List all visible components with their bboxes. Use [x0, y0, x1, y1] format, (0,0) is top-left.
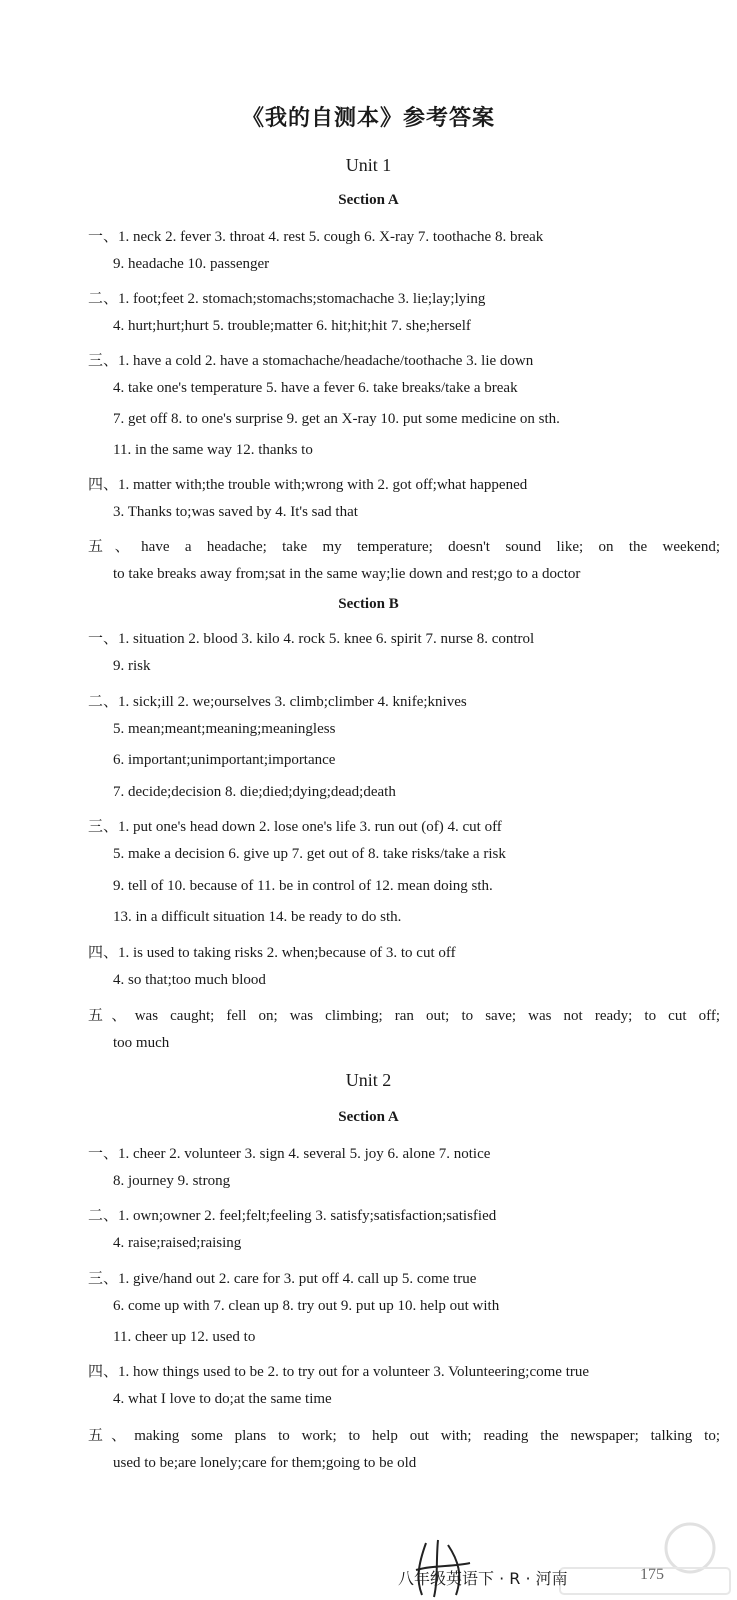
answer-line: 四、1. is used to taking risks 2. when;because of 3. to cut off: [88, 945, 456, 961]
footer-label: 八年级英语下 · R · 河南: [398, 1569, 568, 1588]
answer-line: 五、making some plans to work; to help out with; reading the newspaper; talking to;: [88, 1428, 720, 1444]
answer-line: 一、1. situation 2. blood 3. kilo 4. rock 5. knee 6. spirit 7. nurse 8. control: [88, 631, 535, 647]
unit-1-section-b-title: Section B: [338, 596, 399, 612]
answer-line: 4. hurt;hurt;hurt 5. trouble;matter 6. hit;hit;hit 7. she;herself: [113, 318, 471, 334]
answer-line: 三、1. put one's head down 2. lose one's life 3. run out (of) 4. cut off: [88, 819, 502, 835]
answer-line: 一、1. cheer 2. volunteer 3. sign 4. several 5. joy 6. alone 7. notice: [88, 1146, 491, 1162]
answer-line: 4. raise;raised;raising: [113, 1235, 242, 1251]
answer-line: 8. journey 9. strong: [113, 1173, 231, 1189]
answer-line: 五、have a headache; take my temperature; doesn't sound like; on the weekend;: [88, 539, 720, 555]
answer-line: 4. what I love to do;at the same time: [113, 1391, 332, 1407]
answer-line: 二、1. own;owner 2. feel;felt;feeling 3. satisfy;satisfaction;satisfied: [88, 1208, 497, 1224]
unit-1-section-a-title: Section A: [338, 192, 399, 208]
answer-line: 一、1. neck 2. fever 3. throat 4. rest 5. cough 6. X-ray 7. toothache 8. break: [88, 229, 544, 245]
unit-2-title: Unit 2: [345, 1070, 392, 1090]
answer-line: 13. in a difficult situation 14. be ready to do sth.: [113, 909, 402, 925]
unit-1-title: Unit 1: [345, 155, 392, 175]
page-number: 175: [640, 1566, 664, 1583]
answer-line: 4. so that;too much blood: [113, 972, 266, 988]
answer-line: 6. important;unimportant;importance: [113, 752, 336, 768]
answer-line: 四、1. matter with;the trouble with;wrong with 2. got off;what happened: [88, 477, 528, 493]
answer-line: 三、1. give/hand out 2. care for 3. put off 4. call up 5. come true: [88, 1271, 477, 1287]
answer-line: 9. tell of 10. because of 11. be in control of 12. mean doing sth.: [113, 878, 493, 894]
answer-line: 9. headache 10. passenger: [113, 256, 270, 272]
answer-line: 4. take one's temperature 5. have a fever 6. take breaks/take a break: [113, 380, 518, 396]
answer-line: 四、1. how things used to be 2. to try out for a volunteer 3. Volunteering;come true: [88, 1364, 590, 1380]
page-title: 《我的自测本》参考答案: [241, 106, 495, 131]
answer-line: 三、1. have a cold 2. have a stomachache/headache/toothache 3. lie down: [88, 353, 534, 369]
answer-line: 二、1. foot;feet 2. stomach;stomachs;stomachache 3. lie;lay;lying: [88, 291, 486, 307]
answer-line: 五、was caught; fell on; was climbing; ran out; to save; was not ready; to cut off;: [88, 1008, 720, 1024]
answer-line: used to be;are lonely;care for them;going to be old: [113, 1455, 417, 1471]
answer-line: 7. get off 8. to one's surprise 9. get an X-ray 10. put some medicine on sth.: [113, 411, 560, 427]
watermark-logo: [540, 1520, 737, 1600]
answer-line: to take breaks away from;sat in the same way;lie down and rest;go to a doctor: [113, 566, 581, 582]
answer-line: too much: [113, 1035, 170, 1051]
answer-line: 3. Thanks to;was saved by 4. It's sad that: [113, 504, 358, 520]
answer-line: 二、1. sick;ill 2. we;ourselves 3. climb;climber 4. knife;knives: [88, 694, 467, 710]
answer-line: 7. decide;decision 8. die;died;dying;dead;death: [113, 784, 396, 800]
answer-line: 11. in the same way 12. thanks to: [113, 442, 313, 458]
unit-2-section-a-title: Section A: [338, 1109, 399, 1125]
answer-line: 5. mean;meant;meaning;meaningless: [113, 721, 336, 737]
answer-line: 11. cheer up 12. used to: [113, 1329, 256, 1345]
answer-line: 6. come up with 7. clean up 8. try out 9. put up 10. help out with: [113, 1298, 500, 1314]
answer-line: 9. risk: [113, 658, 151, 674]
answer-line: 5. make a decision 6. give up 7. get out of 8. take risks/take a risk: [113, 846, 506, 862]
